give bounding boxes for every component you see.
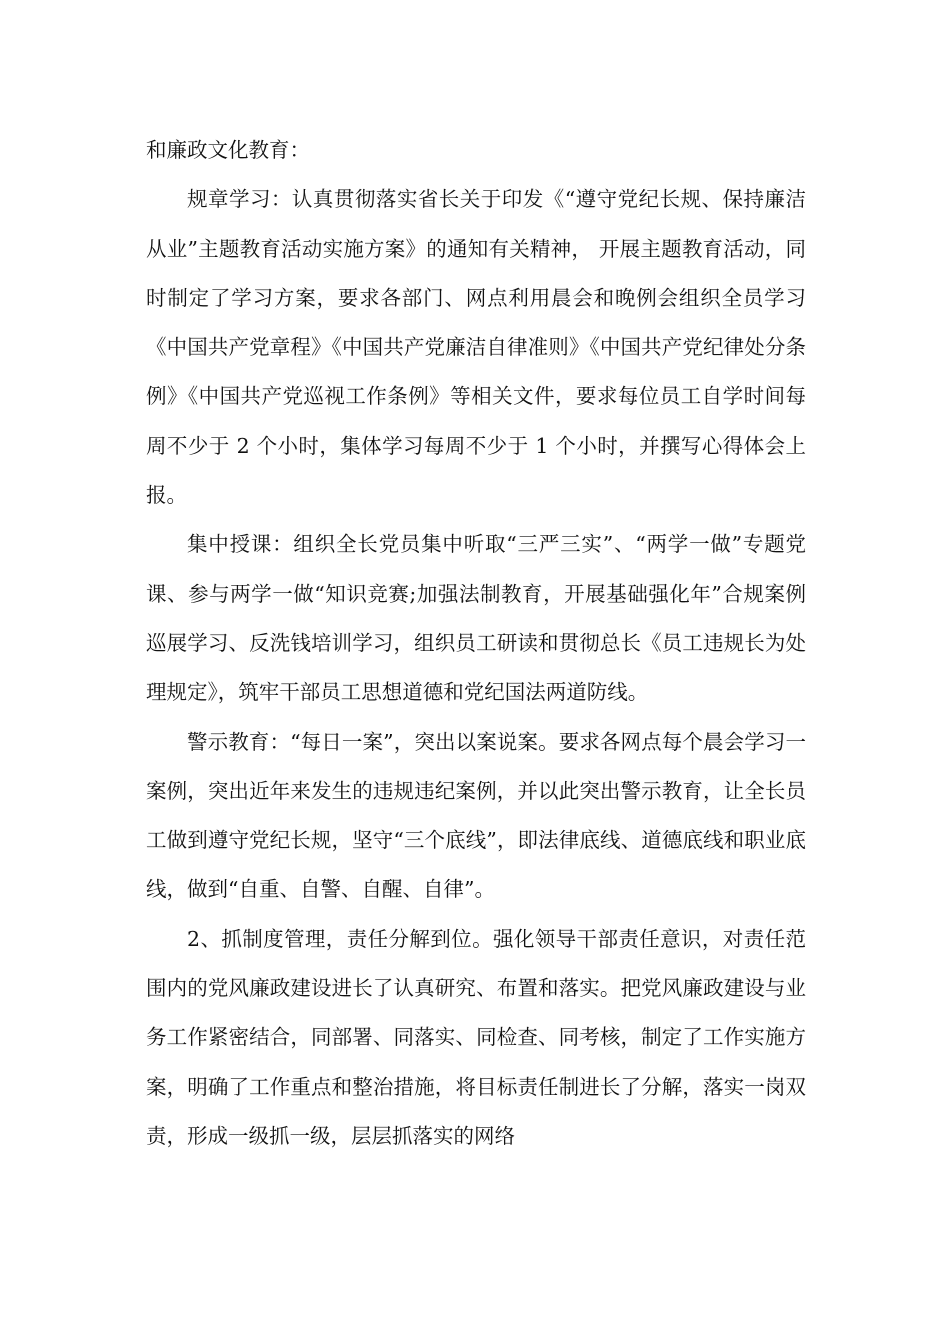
paragraph-rule-study: 规章学习：认真贯彻落实省长关于印发《“遵守党纪长规、保持廉洁从业”主题教育活动实施方案》的通知有关精神， 开展主题教育活动，同时制定了学习方案，要求各部门、网点利用晨会和晚例会组织全员学习《中国共产党章程》《中国共产党廉洁自律准则》《中国共产党纪律处分条例》《中国共产党巡视工作条例》等相关文件，要求每位员工自学时间每周不少于 2 个小时，集体学习每周不少于 1 个小时，并撰写心得体会上报。 <box>146 187 806 508</box>
paragraph-warning-education: 警示教育：“每日一案”，突出以案说案。要求各网点每个晨会学习一案例，突出近年来发生的违规违纪案例，并以此突出警示教育，让全长员工做到遵守党纪长规，坚守“三个底线”，即法律底线、道德底线和职业底线，做到“自重、自警、自醒、自律”。 <box>146 729 806 902</box>
document-body <box>146 126 806 1161</box>
paragraph-continuation: 和廉政文化教育： <box>146 138 310 162</box>
paragraph-system-management: 2、抓制度管理，责任分解到位。强化领导干部责任意识，对责任范围内的党风廉政建设进长了认真研究、布置和落实。把党风廉政建设与业务工作紧密结合，同部署、同落实、同检查、同考核，制定了工作实施方案，明确了工作重点和整治措施，将目标责任制进长了分解，落实一岗双责，形成一级抓一级，层层抓落实的网络 <box>146 926 806 1148</box>
paragraph-centralized-lectures: 集中授课：组织全长党员集中听取“三严三实”、“两学一做”专题党课、参与两学一做“知识竞赛;加强法制教育，开展基础强化年”合规案例巡展学习、反洗钱培训学习，组织员工研读和贯彻总长《员工违规长为处理规定》，筑牢干部员工思想道德和党纪国法两道防线。 <box>146 532 806 705</box>
